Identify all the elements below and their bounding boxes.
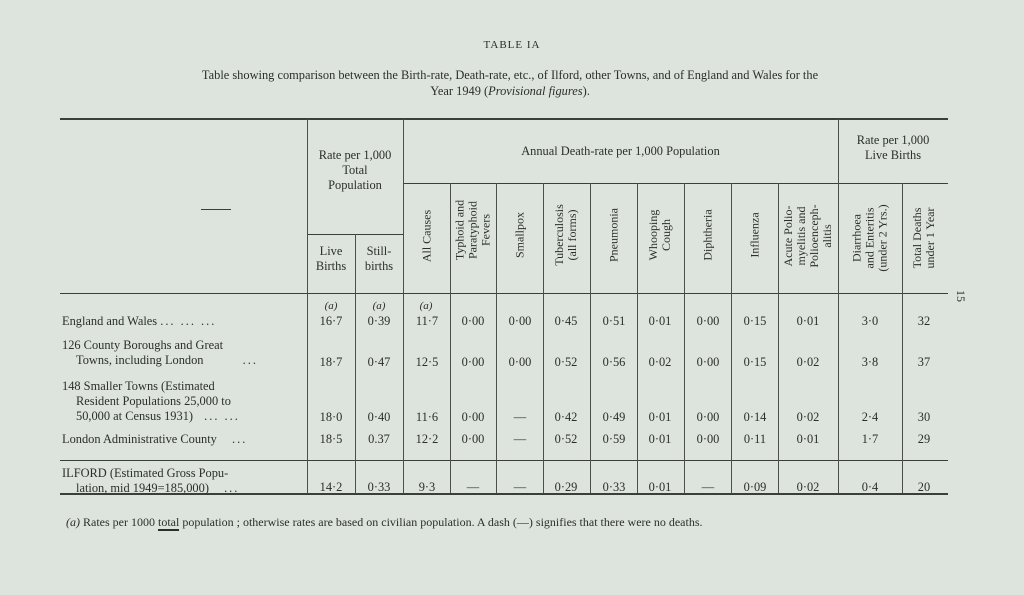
col-divider [684, 183, 685, 493]
table-cell: 11·6 [415, 410, 439, 424]
page-number: 15 [954, 290, 968, 302]
table-cell: 0·00 [461, 314, 485, 328]
note-a-marker: (a) [324, 300, 338, 312]
header-bottom-rule [60, 293, 948, 294]
row-label-ilford: ILFORD (Estimated Gross Popu- lation, mid 1949=185,000) ... [62, 466, 240, 495]
footnote: (a) Rates per 1000 total population ; otherwise rates are based on civilian population. A dash (—) signifies that there were no deaths. [66, 515, 703, 529]
table-cell: 0·40 [367, 410, 391, 424]
table-cell: 0·01 [796, 314, 820, 328]
table-cell: 3·8 [861, 355, 879, 369]
footnote-underline: total [157, 515, 180, 529]
table-cell: 18·5 [319, 432, 343, 446]
table-cell: 0·15 [743, 314, 767, 328]
table-cell: — [701, 480, 715, 494]
row-label-smaller-towns: 148 Smaller Towns (Estimated Resident Populations 25,000 to 50,000 at Census 1931) ... ... [62, 379, 240, 423]
table-cell: 0·00 [508, 314, 532, 328]
header-still-births: Still-births [364, 244, 394, 273]
table-cell: — [466, 480, 480, 494]
table-cell: 0·33 [367, 480, 391, 494]
table-cell: 29 [917, 432, 931, 446]
header-rate-total: Rate per 1,000 Total Population [318, 148, 392, 192]
table-cell: 0·39 [367, 314, 391, 328]
table-cell: 32 [917, 314, 931, 328]
table-cell: 12·2 [415, 432, 439, 446]
table-cell: 0·33 [602, 480, 626, 494]
table-cell: 0·02 [796, 355, 820, 369]
table-cell: 0·00 [461, 432, 485, 446]
table-cell: 0·42 [554, 410, 578, 424]
col-divider [637, 183, 638, 493]
note-a-marker: (a) [419, 300, 433, 312]
table-cell: 0·45 [554, 314, 578, 328]
table-cell: 0·02 [796, 410, 820, 424]
table-cell: 3·0 [861, 314, 879, 328]
table-cell: 0·00 [508, 355, 532, 369]
header-annual-death-rate: Annual Death-rate per 1,000 Population [521, 144, 720, 158]
header-live-births: Live Births [315, 244, 347, 273]
table-cell: 0·00 [696, 410, 720, 424]
table-cell: 0·11 [743, 432, 767, 446]
col-divider [450, 183, 451, 493]
table-cell: 18·0 [319, 410, 343, 424]
row-label-london-county: London Administrative County ... [62, 432, 248, 446]
table-cell: 0·09 [743, 480, 767, 494]
table-cell: 0·52 [554, 355, 578, 369]
table-cell: 0·14 [743, 410, 767, 424]
table-cell: 0·49 [602, 410, 626, 424]
row-label-england-wales: England and Wales ... ... ... [62, 314, 217, 328]
table-cell: 0·00 [696, 355, 720, 369]
table-cell: 9·3 [418, 480, 436, 494]
table-cell: 0·15 [743, 355, 767, 369]
ilford-top-rule [60, 460, 948, 461]
table-cell: 0·52 [554, 432, 578, 446]
table-cell: 0·51 [602, 314, 626, 328]
table-cell: 14·2 [319, 480, 343, 494]
col-divider [496, 183, 497, 493]
table-cell: 2·4 [861, 410, 879, 424]
col-divider [307, 119, 308, 493]
table-cell: 0·59 [602, 432, 626, 446]
table-cell: 18·7 [319, 355, 343, 369]
table-cell: 0·01 [648, 480, 672, 494]
table-cell: 1·7 [861, 432, 879, 446]
col-divider [590, 183, 591, 493]
table-cell: 0·00 [461, 355, 485, 369]
col-divider [902, 183, 903, 493]
table-cell: 0·01 [796, 432, 820, 446]
table-cell: 0·4 [861, 480, 879, 494]
table-cell: 37 [917, 355, 931, 369]
caption-line-1: Table showing comparison between the Birth-rate, Death-rate, etc., of Ilford, other Towns, and of England and Wales for the [201, 68, 819, 82]
table-caption [60, 67, 960, 99]
col-divider [543, 183, 544, 493]
table-cell: 0·29 [554, 480, 578, 494]
table-cell: — [513, 480, 527, 494]
table-cell: 11·7 [415, 314, 439, 328]
table-cell: 16·7 [319, 314, 343, 328]
table-cell: 20 [917, 480, 931, 494]
col-divider [731, 183, 732, 493]
table-cell: 30 [917, 410, 931, 424]
col-divider [838, 119, 839, 493]
table-cell: 0·00 [696, 432, 720, 446]
row-label-county-boroughs: 126 County Boroughs and Great Towns, including London ... [62, 338, 258, 367]
table-cell: 0·01 [648, 314, 672, 328]
table-cell: 0·00 [461, 410, 485, 424]
table-cell: — [513, 410, 527, 424]
stub-header-dash [201, 209, 231, 210]
note-a-marker: (a) [372, 300, 386, 312]
table-cell: 0·02 [648, 355, 672, 369]
table-cell: 0·01 [648, 410, 672, 424]
death-rate-rule [403, 183, 948, 184]
table-cell: 0·56 [602, 355, 626, 369]
table-cell: — [513, 432, 527, 446]
table-cell: 0·01 [648, 432, 672, 446]
col-divider [403, 119, 404, 493]
col-divider [778, 183, 779, 493]
header-rate-live: Rate per 1,000 Live Births [856, 133, 930, 162]
table-cell: 0.37 [368, 432, 390, 446]
caption-line-2: Year 1949 (Provisional figures). [430, 84, 590, 98]
table-top-rule [60, 118, 948, 120]
table-cell: 0·02 [796, 480, 820, 494]
caption-italic: Provisional figures [488, 84, 583, 98]
table-cell: 0·00 [696, 314, 720, 328]
table-cell: 0·47 [367, 355, 391, 369]
table-cell: 12·5 [415, 355, 439, 369]
table-label: TABLE IA [483, 39, 541, 51]
